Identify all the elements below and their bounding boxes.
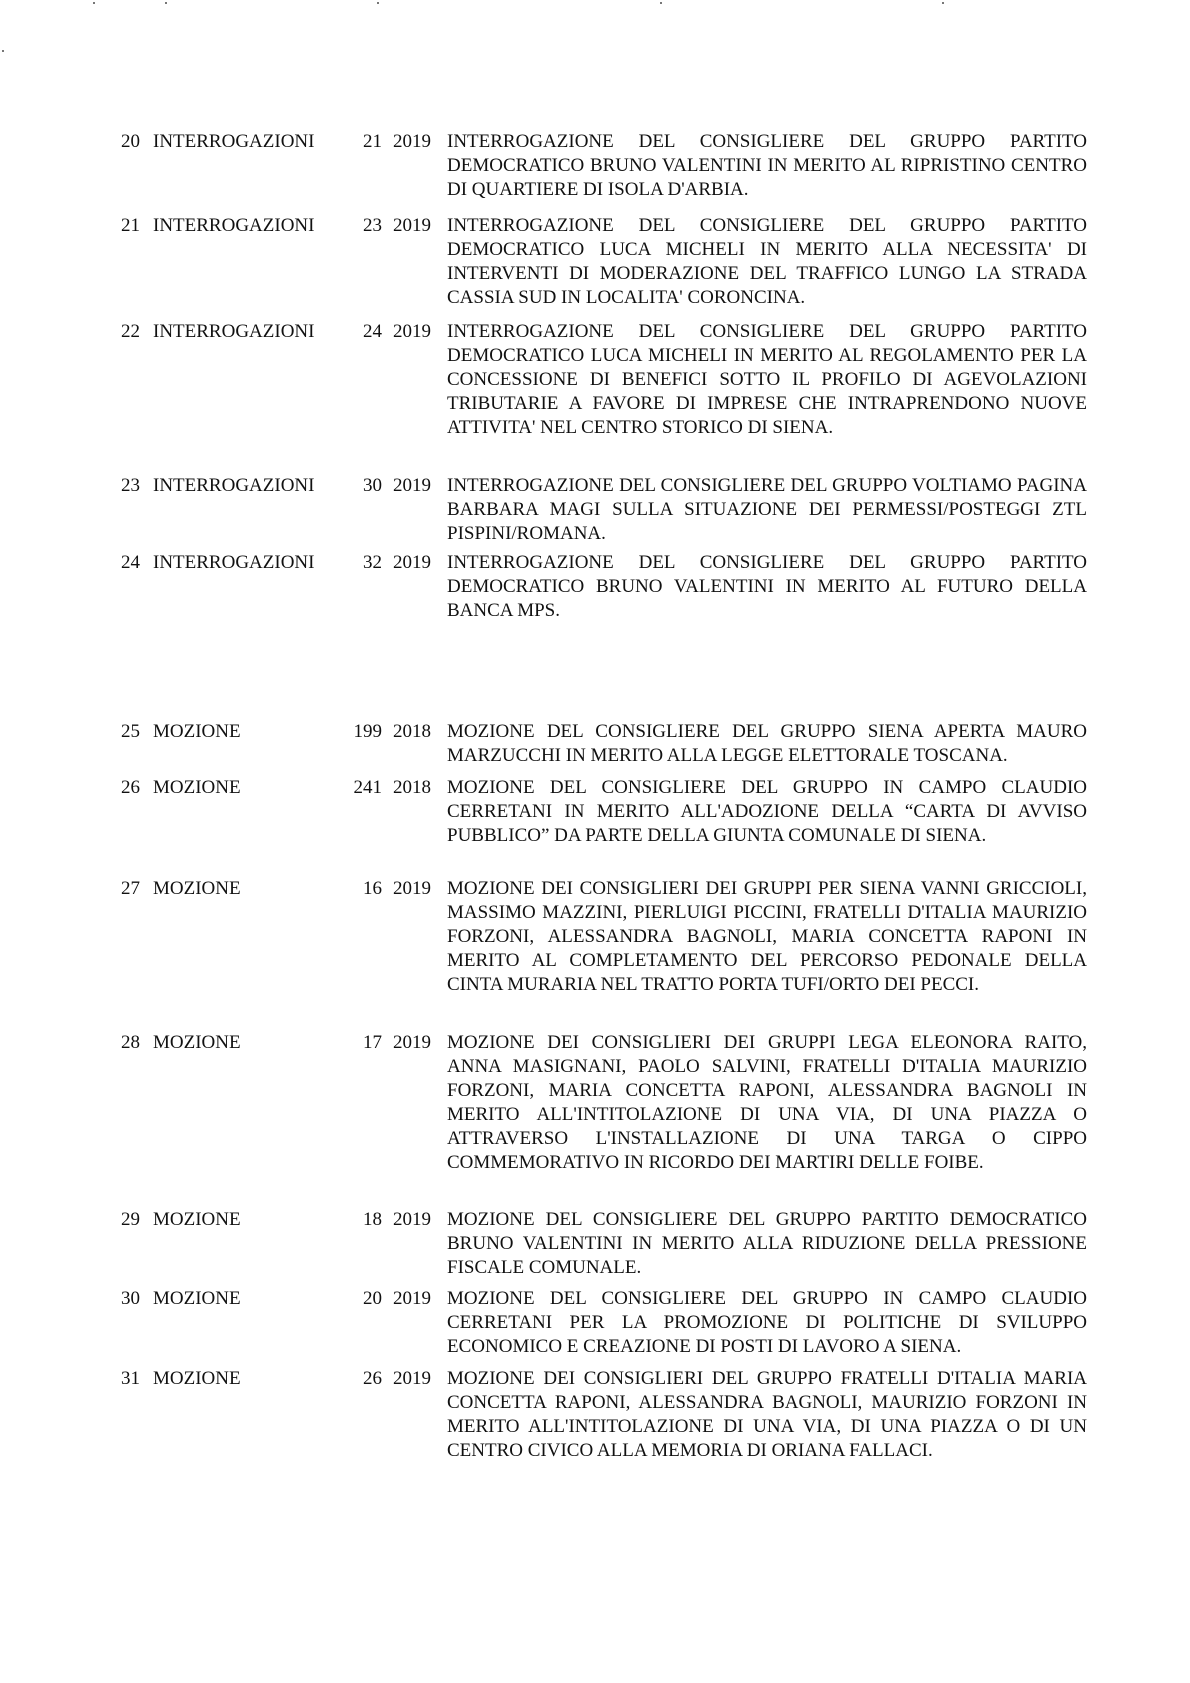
scan-artifact: [942, 2, 944, 4]
document-number: 21: [363, 131, 382, 152]
document-number: 199: [353, 721, 382, 742]
item-description: MOZIONE DEL CONSIGLIERE DEL GRUPPO IN CAMPO CLAUDIO CERRETANI IN MERITO ALL'ADOZIONE DELLA “CARTA DI AVVISO PUBBLICO” DA PARTE DELLA GIUNTA COMUNALE DI SIENA.: [447, 777, 1087, 846]
item-type: MOZIONE: [153, 1368, 241, 1389]
item-description: INTERROGAZIONE DEL CONSIGLIERE DEL GRUPPO PARTITO DEMOCRATICO LUCA MICHELI IN MERITO AL REGOLAMENTO PER LA CONCESSIONE DI BENEFICI SOTTO IL PROFILO DI AGEVOLAZIONI TRIBUTARIE A FAVORE DI IMPRESE CHE INTRAPRENDONO NUOVE ATTIVITA' NEL CENTRO STORICO DI SIENA.: [447, 321, 1087, 438]
item-type: MOZIONE: [153, 878, 241, 899]
item-description: MOZIONE DEI CONSIGLIERI DEI GRUPPI PER SIENA VANNI GRICCIOLI, MASSIMO MAZZINI, PIERLUIGI PICCINI, FRATELLI D'ITALIA MAURIZIO FORZONI, ALESSANDRA BAGNOLI, MARIA CONCETTA RAPONI IN MERITO AL COMPLETAMENTO DEL PERCORSO PEDONALE DELLA CINTA MURARIA NEL TRATTO PORTA TUFI/ORTO DEI PECCI.: [447, 878, 1087, 995]
document-number: 241: [353, 777, 382, 798]
item-type: MOZIONE: [153, 1288, 241, 1309]
document-number: 24: [363, 321, 382, 342]
item-number: 29: [121, 1209, 140, 1230]
item-type: INTERROGAZIONI: [153, 475, 315, 496]
item-type: MOZIONE: [153, 1032, 241, 1053]
item-description: MOZIONE DEI CONSIGLIERI DEL GRUPPO FRATELLI D'ITALIA MARIA CONCETTA RAPONI, ALESSANDRA BAGNOLI, MAURIZIO FORZONI IN MERITO ALL'INTITOLAZIONE DI UNA VIA, DI UNA PIAZZA O DI UN CENTRO CIVICO ALLA MEMORIA DI ORIANA FALLACI.: [447, 1368, 1087, 1461]
document-year: 2019: [393, 878, 431, 899]
document-year: 2019: [393, 1209, 431, 1230]
document-number: 32: [363, 552, 382, 573]
document-year: 2018: [393, 777, 431, 798]
document-year: 2019: [393, 475, 431, 496]
item-number: 27: [121, 878, 140, 899]
item-number: 30: [121, 1288, 140, 1309]
document-year: 2019: [393, 1368, 431, 1389]
item-description: INTERROGAZIONE DEL CONSIGLIERE DEL GRUPPO VOLTIAMO PAGINA BARBARA MAGI SULLA SITUAZIONE DEI PERMESSI/POSTEGGI ZTL PISPINI/ROMANA.: [447, 475, 1087, 544]
item-description: MOZIONE DEL CONSIGLIERE DEL GRUPPO IN CAMPO CLAUDIO CERRETANI PER LA PROMOZIONE DI POLITICHE DI SVILUPPO ECONOMICO E CREAZIONE DI POSTI DI LAVORO A SIENA.: [447, 1288, 1087, 1357]
document-number: 23: [363, 215, 382, 236]
item-description: INTERROGAZIONE DEL CONSIGLIERE DEL GRUPPO PARTITO DEMOCRATICO BRUNO VALENTINI IN MERITO AL FUTURO DELLA BANCA MPS.: [447, 552, 1087, 621]
document-year: 2019: [393, 131, 431, 152]
item-number: 20: [121, 131, 140, 152]
item-type: INTERROGAZIONI: [153, 215, 315, 236]
scan-artifact: [93, 2, 95, 4]
document-number: 16: [363, 878, 382, 899]
document-number: 26: [363, 1368, 382, 1389]
document-number: 18: [363, 1209, 382, 1230]
item-description: MOZIONE DEI CONSIGLIERI DEI GRUPPI LEGA ELEONORA RAITO, ANNA MASIGNANI, PAOLO SALVINI, FRATELLI D'ITALIA MAURIZIO FORZONI, MARIA CONCETTA RAPONI, ALESSANDRA BAGNOLI IN MERITO ALL'INTITOLAZIONE DI UNA VIA, DI UNA PIAZZA O ATTRAVERSO L'INSTALLAZIONE DI UNA TARGA O CIPPO COMMEMORATIVO IN RICORDO DEI MARTIRI DELLE FOIBE.: [447, 1032, 1087, 1173]
document-year: 2018: [393, 721, 431, 742]
item-number: 22: [121, 321, 140, 342]
scan-artifact: [165, 2, 167, 4]
item-type: MOZIONE: [153, 777, 241, 798]
document-number: 30: [363, 475, 382, 496]
item-number: 25: [121, 721, 140, 742]
item-number: 31: [121, 1368, 140, 1389]
scan-artifact: [2, 50, 4, 52]
item-description: MOZIONE DEL CONSIGLIERE DEL GRUPPO SIENA APERTA MAURO MARZUCCHI IN MERITO ALLA LEGGE ELETTORALE TOSCANA.: [447, 721, 1087, 766]
document-year: 2019: [393, 552, 431, 573]
item-description: INTERROGAZIONE DEL CONSIGLIERE DEL GRUPPO PARTITO DEMOCRATICO LUCA MICHELI IN MERITO ALLA NECESSITA' DI INTERVENTI DI MODERAZIONE DEL TRAFFICO LUNGO LA STRADA CASSIA SUD IN LOCALITA' CORONCINA.: [447, 215, 1087, 308]
item-number: 28: [121, 1032, 140, 1053]
document-year: 2019: [393, 1032, 431, 1053]
item-type: MOZIONE: [153, 721, 241, 742]
item-number: 23: [121, 475, 140, 496]
item-number: 21: [121, 215, 140, 236]
document-year: 2019: [393, 321, 431, 342]
document-year: 2019: [393, 215, 431, 236]
scan-artifact: [660, 2, 662, 4]
item-description: MOZIONE DEL CONSIGLIERE DEL GRUPPO PARTITO DEMOCRATICO BRUNO VALENTINI IN MERITO ALLA RIDUZIONE DELLA PRESSIONE FISCALE COMUNALE.: [447, 1209, 1087, 1278]
scan-artifact: [377, 2, 379, 4]
document-year: 2019: [393, 1288, 431, 1309]
item-number: 24: [121, 552, 140, 573]
item-description: INTERROGAZIONE DEL CONSIGLIERE DEL GRUPPO PARTITO DEMOCRATICO BRUNO VALENTINI IN MERITO AL RIPRISTINO CENTRO DI QUARTIERE DI ISOLA D'ARBIA.: [447, 131, 1087, 200]
item-type: INTERROGAZIONI: [153, 131, 315, 152]
item-type: MOZIONE: [153, 1209, 241, 1230]
document-number: 17: [363, 1032, 382, 1053]
item-type: INTERROGAZIONI: [153, 321, 315, 342]
item-type: INTERROGAZIONI: [153, 552, 315, 573]
item-number: 26: [121, 777, 140, 798]
document-number: 20: [363, 1288, 382, 1309]
